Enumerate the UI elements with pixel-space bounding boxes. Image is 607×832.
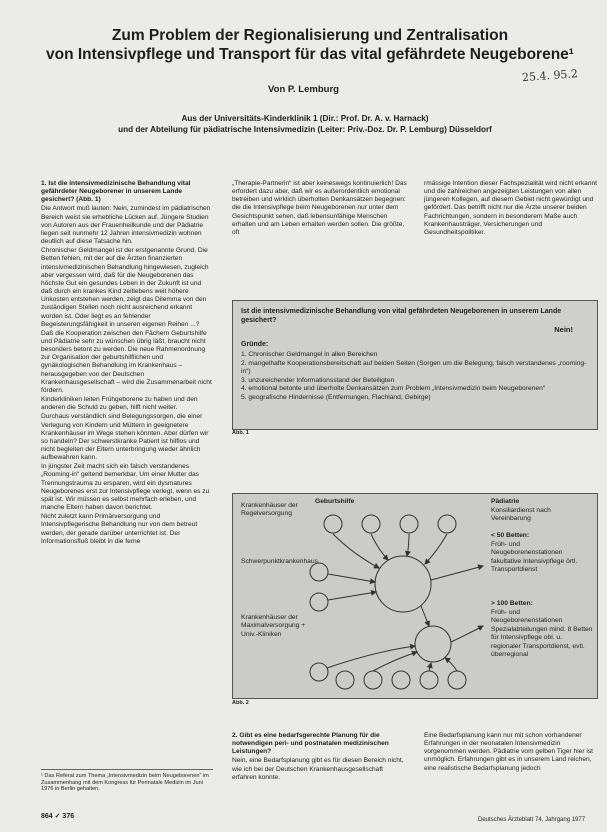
affiliation [20,113,590,135]
arrow [429,663,431,671]
arrow [371,534,388,560]
small-circle [448,671,466,689]
box-answer: Nein! [554,325,573,334]
box-question: Ist die intensivmedizinische Behandlung von vital gefährdeten Neugeborenen in unserem Lande gesichert? [241,308,562,324]
paragraph: Daß die Kooperation zwischen den Fächern Geburtshilfe und Pädiatrie sehr zu wünschen übrig läßt, braucht nicht besonders betont zu werden. Die neue Rahmenordnung zur Organisation der geburtshilflichen und gynäkologischen Behandlung im Krankenhaus – herausgegeben von der Deutschen Krankenhausgesellschaft – wird die Zusammenarbeit nicht fördern. [41,329,212,394]
label-konsiliardienst: Konsiliardienst nach Vereinbarung [491,507,551,523]
column-2 [232,180,407,238]
small-circle [310,593,328,611]
title-line-1: Zum Problem der Regionalisierung und Zentralisation [111,27,509,44]
arrow [421,606,429,626]
column-1 [41,180,213,547]
small-circle [324,515,342,533]
paragraph: In jüngster Zeit macht sich ein falsch verstandenes „Rooming-in“ geltend bemerkbar. Um einer Mutter das Trennungstrauma zu ersparen, wird ein dysmatures Neugeborenes erst zur Intensivpflege verlegt, wenn es zu spät ist. Wir müssen es selbst mehrfach erleben, und manche Eltern haben davon berichtet. [41,463,210,512]
label-geburtshilfe: Geburtshilfe [315,498,355,505]
footnote: ¹ Das Referat zum Thema „Intensivmedizin beim Neugeborenen“ im Zusammenhang mit dem Kongress für Perinatale Medizin im Juni 1976 in Berlin gehalten. [41,769,213,793]
figure-1-box [232,300,598,430]
section-2-heading: 2. Gibt es eine bedarfsgerechte Planung für die notwendigen peri- und postnatalen medizinischen Leistungen? [232,732,389,756]
label-under-50-text: Früh- und Neugeborenenstationen fakultative Intensivpflege örtl. Transportdienst [491,541,578,574]
label-regelversorgung: Krankenhäuser der Regelversorgung [241,502,298,518]
small-circle [420,671,438,689]
handwritten-note: 25.4. 95.2 [521,67,579,85]
label-paediatrie: Pädiatrie [491,498,520,505]
label-schwerpunkt: Schwerpunktkrankenhaus [241,558,318,565]
label-over-100-text: Früh- und Neugeborenenstationen Spezialabteilungen mind. 8 Betten für Intensivpflege obl. u. regionaler Transportdienst, evtl. überregional [491,609,593,659]
paragraph: Nicht zuletzt kann Primärversorgung und Intensivpflegerische Behandlung nur von dem betreut werden, der gerade darüber unterrichtet ist. Der Informationsfluß bleibt in die ferne [41,513,198,545]
affiliation-line-1: Aus der Universitäts-Kinderklinik 1 (Dir.: Prof. Dr. A. v. Harnack) [181,114,429,123]
reason-item: 1. Chronischer Geldmangel in allen Bereichen [241,351,378,358]
arrow [328,574,375,582]
paragraph: Nein, eine Bedarfsplanung gibt es für diesen Bereich nicht, wie ich bei der Deutschen Krankenhausgesellschaft erfahren konnte. [232,757,404,781]
small-circle [362,515,380,533]
arrow [445,658,457,671]
paragraph: „Therapie-Partnerin“ ist aber keineswegs kontinuierlich! Das erfordert dazu aber, daß wir es außerordentlich emotional betreiben und wirklich überholten Denkansätzen begegnen: die die Intensivpflege beim Neugeborenen nur unter dem Gesichtspunkt sehen, daß lebensunfähige Menschen erhalten und am Leben erhalten werden sollen. Die größte, oft [232,180,407,236]
arrow [373,652,417,671]
reason-item: 3. unzureichender Informationsstand der Beteiligten [241,376,395,384]
diagram-graphics [233,494,597,698]
arrow [425,534,447,564]
small-circle [438,515,456,533]
small-circle [400,515,418,533]
reason-item: 4. emotional betonte und überholte Denkansätzen zum Problem „Intensivmedizin beim Neugeborenen“ [241,385,546,393]
paragraph: Kinderkliniken leiten Frühgeborene zu haben und den anderen die Schuld zu geben, hilft nicht weiter. [41,396,198,412]
title-line-2: von Intensivpflege und Transport für das vital gefährdete Neugeborene¹ [46,46,574,63]
affiliation-line-2: und der Abteilung für pädiatrische Intensivmedizin (Leiter: Priv.-Doz. Dr. P. Lemburg) Düsseldorf [118,125,492,134]
arrow [333,534,379,568]
max-center-circle [415,626,451,662]
column-3-bottom [424,732,597,774]
small-circle [310,663,328,681]
column-3 [424,180,597,238]
small-circle [336,671,354,689]
label-over-100: > 100 Betten: [491,600,533,607]
small-circle [310,563,328,581]
figure-1-caption: Abb. 1 [232,430,249,436]
small-circle [364,671,382,689]
arrow [328,592,376,600]
box-reasons-heading: Gründe: [241,341,269,348]
arrow [451,626,483,642]
regional-center-circle [375,556,431,612]
reason-item: 5. geografische Hindernisse (Entfernungen, Flachland, Gebirge) [241,393,431,401]
paragraph: Eine Bedarfsplanung kann nur mit schon vorhandener Erfahrungen in der neonatalen Intensivmedizin vorgenommen werden. Pädiatrie vom gelben Tiger hier ist unmöglich. Erfahrungen gibt es in unserem Land reichen, eine realistische Bedarfsplanung jedoch [424,732,593,772]
label-under-50: < 50 Betten: [491,532,530,539]
section-2 [232,732,407,783]
arrow [407,534,409,556]
small-circle [392,671,410,689]
journal-footer: Deutsches Ärzteblatt 74, Jahrgang 1977 [478,817,586,823]
paragraph: rmässige Intention dieser Fachspezialität wird nicht erkannt und die zahlreichen angezeigten Leistungen von allen jüngeren Kollegen, auf diesem Gebiet nicht gewürdigt und gefördert. Das betrifft nicht nur die Ärzte unserer beiden Fachrichtungen, sondern in besonderem Maße auch Krankenhausträger, Versicherungen und Gesundheitspolitiker. [424,180,597,236]
figure-2-caption: Abb. 2 [232,700,249,706]
figure-2-diagram [232,493,598,699]
page-number: 864 ✓ 376 [41,813,75,820]
arrow [431,566,483,580]
reason-item: 2. mangelhafte Kooperationsbereitschaft auf beiden Seiten (Sorgen um die Belegung, falsch verstandenes „rooming-in“) [241,359,587,376]
paragraph: Die Antwort muß lauten: Nein, zumindest im pädiatrischen Bereich weist sie erhebliche Lücken auf. Jüngere Studien von Autoren aus der Frauenheilkunde und der Pädiatrie liegen seit nunmehr 12 Jahren intensivmedizin wohnen deutlich auf diese Tatsache hin. [41,205,211,246]
section-1-heading: 1. Ist die intensivmedizinische Behandlung vital gefährdeter Neugeborener in unserem Lande gesichert? (Abb. 1) [41,180,191,204]
label-maximalversorgung: Krankenhäuser der Maximalversorgung + Univ.-Kliniken [241,614,306,638]
reasons-list [241,351,593,403]
paragraph: Durchaus verständlich sind Belegungssorgen, die einer Verlegung von Kindern und Müttern in geeignetere Krankenhäuser im Wege stehen könnten. Aber dürfen wir so handeln? Der schwerstkranke Patient ist hilflos und nicht begleiten der Eltern unterbringung wieder ähnlich aufbewahren kann. [41,413,209,462]
author: Von P. Lemburg [268,84,339,95]
paragraph: Chronischer Geldmangel ist der erstgenannte Grund. Die Betten fehlen, mit der auf die Ärzten finanzierten intensivmedizinischen Behandlung hingewiesen, zugleich aber vergessen wird, daß für die Neugeborenen das höchste Gut ein gesundes Leben in der Zukunft ist und daß durch ein krankes Kind zeitlebens weit höhere Unkosten entstehen werden, zeigt das Dilemma von den zuständigen Stellen noch nicht ausreichend erkannt worden ist. Oder liegt es an fehlender Begeisterungsfähigkeit in unseren eigenen Reihen ...? [41,247,209,328]
